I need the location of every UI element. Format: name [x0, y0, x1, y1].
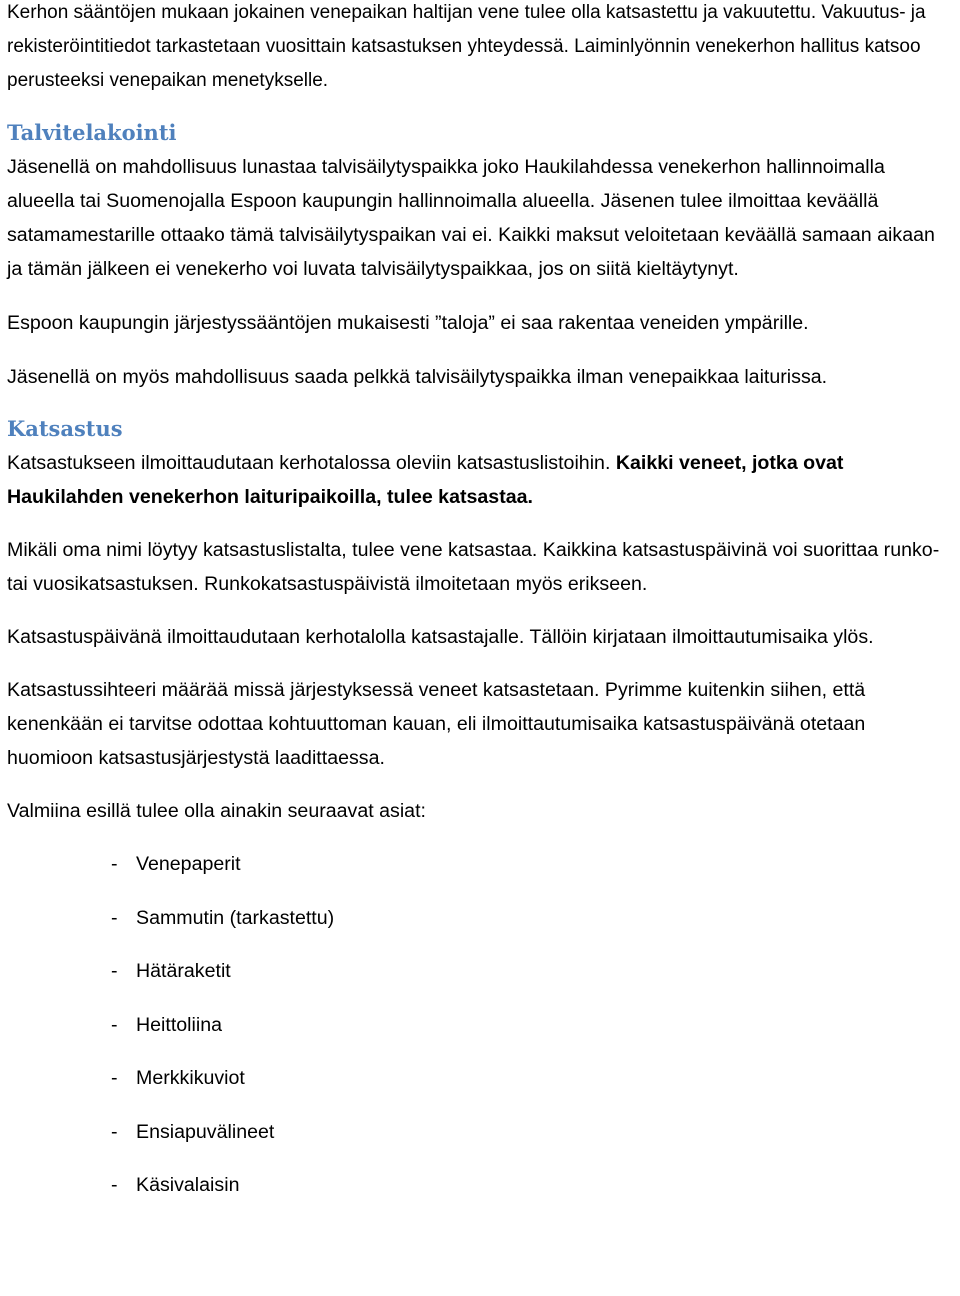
list-item: [7, 1168, 953, 1202]
talvitelakointi-paragraph-1: Jäsenellä on mahdollisuus lunastaa talvisäilytyspaikka joko Haukilahdessa venekerhon hallinnoimalla alueella tai Suomenojalla Espoon kaupungin hallinnoimalla alueella. Jäsenen tulee ilmoittaa keväällä satamamestarille ottaako tämä talvisäilytyspaikan vai ei. Kaikki maksut veloitetaan keväällä samaan aikaan ja tämän jälkeen ei venekerho voi luvata talvisäilytyspaikkaa, jos on siitä kieltäytynyt.: [7, 156, 935, 280]
katsastus-paragraph-1: [7, 446, 953, 514]
list-item: [7, 1115, 953, 1149]
katsastus-paragraph-3: Katsastuspäivänä ilmoittaudutaan kerhotalolla katsastajalle. Tällöin kirjataan ilmoittautumisaika ylös.: [7, 626, 874, 648]
list-item: [7, 901, 953, 935]
list-marker: -: [111, 906, 118, 929]
list-marker: -: [111, 1120, 118, 1143]
list-item-text: Ensiapuvälineet: [136, 1120, 275, 1143]
list-marker: -: [111, 1067, 118, 1089]
katsastus-paragraph-1-normal: Katsastukseen ilmoittaudutaan kerhotalossa oleviin katsastuslistoihin.: [7, 452, 616, 474]
talvitelakointi-paragraph-2: Espoon kaupungin järjestyssääntöjen mukaisesti ”taloja” ei saa rakentaa veneiden ympärille.: [7, 312, 809, 334]
list-marker: -: [111, 1174, 118, 1196]
list-item-text: Sammutin (tarkastettu): [136, 906, 335, 929]
katsastus-paragraph-1-bold: Kaikki veneet, jotka ovat Haukilahden venekerhon laituripaikoilla, tulee katsastaa.: [7, 452, 844, 508]
list-marker: -: [111, 853, 118, 875]
list-marker: -: [111, 960, 118, 982]
katsastus-paragraph-4: Katsastussihteeri määrää missä järjestyksessä veneet katsastetaan. Pyrimme kuitenkin siihen, että kenenkään ei tarvitse odottaa kohtuuttoman kauan, eli ilmoittautumisaika katsastuspäivänä otetaan huomioon katsastusjärjestystä laadittaessa.: [7, 679, 866, 769]
list-marker: -: [111, 1013, 118, 1036]
list-item: [7, 1008, 953, 1042]
list-item-text: Käsivalaisin: [136, 1174, 240, 1196]
list-item-text: Heittoliina: [136, 1013, 223, 1036]
document-page: [7, 0, 953, 1222]
list-item: [7, 954, 953, 988]
talvitelakointi-paragraph-3: Jäsenellä on myös mahdollisuus saada pelkkä talvisäilytyspaikka ilman venepaikkaa laiturissa.: [7, 366, 828, 388]
katsastus-paragraph-5: Valmiina esillä tulee olla ainakin seuraavat asiat:: [7, 800, 426, 822]
heading-katsastus: Katsastus: [7, 416, 123, 441]
intro-paragraph: Kerhon sääntöjen mukaan jokainen venepaikan haltijan vene tulee olla katsastettu ja vakuutettu. Vakuutus- ja rekisteröintitiedot tarkastetaan vuosittain katsastuksen yhteydessä. Laiminlyönnin venekerhon hallitus katsoo perusteeksi venepaikan menetykselle.: [7, 2, 926, 91]
katsastus-paragraph-2: Mikäli oma nimi löytyy katsastuslistalta, tulee vene katsastaa. Kaikkina katsastuspäivinä voi suorittaa runko- tai vuosikatsastuksen. Runkokatsastuspäivistä ilmoitetaan myös erikseen.: [7, 539, 940, 595]
heading-talvitelakointi: Talvitelakointi: [7, 120, 177, 145]
list-item-text: Hätäraketit: [136, 960, 231, 982]
list-item-text: Merkkikuviot: [136, 1067, 245, 1089]
required-items-list: [7, 847, 953, 1202]
list-item-text: Venepaperit: [136, 853, 241, 875]
list-item: [7, 847, 953, 881]
list-item: [7, 1061, 953, 1095]
